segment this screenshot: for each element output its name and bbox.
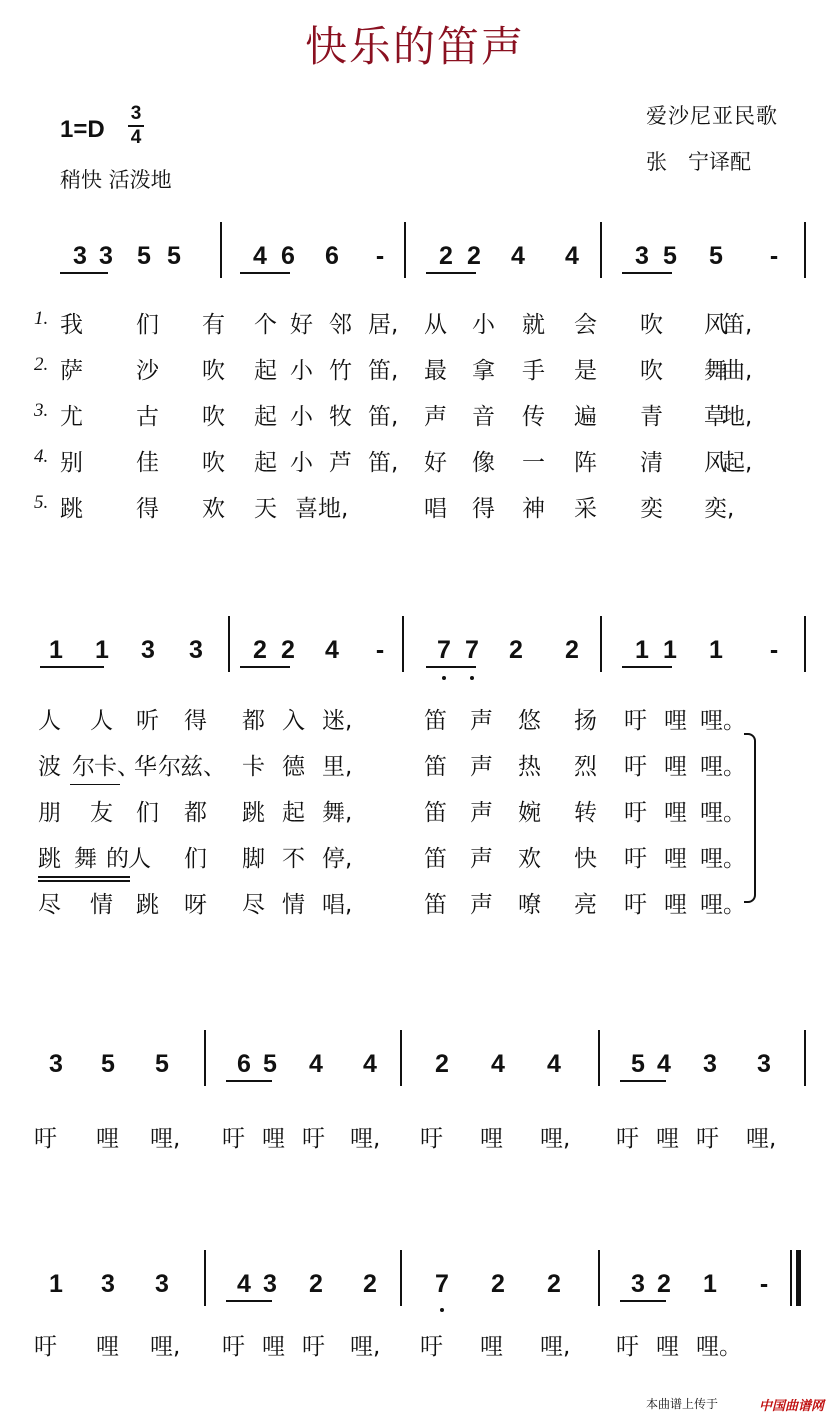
lyric-syllable: 起	[254, 404, 277, 430]
lyric-syllable: 华	[134, 754, 157, 780]
note: 6	[281, 242, 295, 270]
lyric-syllable: 小	[290, 358, 313, 384]
lyric-syllable: 吁	[616, 1126, 639, 1152]
note: -	[769, 636, 779, 664]
lyric-syllable: 跳	[60, 496, 83, 522]
lyric-syllable: 草	[704, 404, 727, 430]
lyric-underline	[38, 876, 130, 878]
lyric-syllable: 波	[38, 754, 61, 780]
lyric-syllable: 吁	[624, 708, 647, 734]
note: 1	[49, 636, 63, 664]
note: 5	[709, 242, 723, 270]
beam-underline	[620, 1080, 666, 1082]
lyric-syllable: 吁	[616, 1334, 639, 1360]
beam-underline	[622, 272, 672, 274]
lyric-syllable: 青	[640, 404, 663, 430]
lyric-syllable: 萨	[60, 358, 83, 384]
lyric-syllable: 舞	[74, 846, 97, 872]
lyric-syllable: 神	[522, 496, 545, 522]
lyric-syllable: 阵	[574, 450, 597, 476]
lyric-syllable: 婉	[518, 800, 541, 826]
lyric-syllable: 吁	[696, 1126, 719, 1152]
lyric-syllable: 都	[242, 708, 265, 734]
lyric-syllable: 采	[574, 496, 597, 522]
barline	[402, 616, 404, 672]
lyric-syllable: 哩	[96, 1126, 119, 1152]
lyric-syllable: 哩。	[696, 1334, 742, 1360]
lyric-syllable: 居,	[368, 312, 399, 338]
note: 2	[657, 1270, 671, 1298]
lyric-syllable: 从	[424, 312, 447, 338]
beam-underline	[426, 272, 476, 274]
note: 4	[363, 1050, 377, 1078]
note: -	[769, 242, 779, 270]
lyric-syllable: 吁	[420, 1126, 443, 1152]
lyric-syllable: 欢	[518, 846, 541, 872]
lyric-syllable: 哩	[664, 892, 687, 918]
lyric-syllable: 哩。	[700, 846, 746, 872]
lyric-syllable: 吹	[202, 358, 225, 384]
note: 2	[253, 636, 267, 664]
lyric-syllable: 邻	[329, 312, 352, 338]
lyric-syllable: 小	[472, 312, 495, 338]
lyric-syllable: 呀	[184, 892, 207, 918]
lyric-syllable: 烈	[574, 754, 597, 780]
verse-number: 1.	[34, 308, 49, 329]
lyric-syllable: 传	[522, 404, 545, 430]
note: 3	[263, 1270, 277, 1298]
barline	[600, 616, 602, 672]
note: 2	[547, 1270, 561, 1298]
lyric-syllable: 声	[470, 892, 493, 918]
barline	[404, 222, 406, 278]
lyric-syllable: 悠	[518, 708, 541, 734]
lyric-syllable: 吁	[34, 1334, 57, 1360]
note: 3	[635, 242, 649, 270]
lyric-syllable: 哩。	[700, 708, 746, 734]
lyric-syllable: 都	[184, 800, 207, 826]
lyric-syllable: 风	[704, 450, 727, 476]
lyric-syllable: 笛	[424, 754, 447, 780]
note: 5	[663, 242, 677, 270]
note: 7	[435, 1270, 449, 1298]
lyric-syllable: 笛,	[368, 358, 399, 384]
lyric-syllable: 哩	[664, 708, 687, 734]
barline	[598, 1250, 600, 1306]
lyric-syllable: 舞	[704, 358, 727, 384]
barline	[804, 222, 806, 278]
note: 4	[237, 1270, 251, 1298]
lyric-syllable: 一	[522, 450, 545, 476]
lyric-syllable: 吁	[624, 846, 647, 872]
note: 4	[547, 1050, 561, 1078]
lyric-syllable: 拿	[472, 358, 495, 384]
lyric-syllable: 尔	[72, 754, 95, 780]
lyric-syllable: 地,	[318, 496, 349, 522]
lyric-syllable: 哩,	[746, 1126, 777, 1152]
lyric-syllable: 哩	[262, 1334, 285, 1360]
lyric-syllable: 笛	[424, 800, 447, 826]
barline	[804, 1030, 806, 1086]
lyric-syllable: 地,	[722, 404, 753, 430]
lyric-syllable: 吁	[34, 1126, 57, 1152]
note: 2	[363, 1270, 377, 1298]
note: 2	[565, 636, 579, 664]
lyric-syllable: 天	[254, 496, 277, 522]
lyric-syllable: 最	[424, 358, 447, 384]
note: 4	[253, 242, 267, 270]
note: 3	[101, 1270, 115, 1298]
lyric-syllable: 哩	[664, 754, 687, 780]
note: 1	[95, 636, 109, 664]
lyric-syllable: 别	[60, 450, 83, 476]
lyric-syllable: 手	[522, 358, 545, 384]
lyric-syllable: 起,	[722, 450, 753, 476]
lyric-syllable: 哩,	[150, 1334, 181, 1360]
barline	[598, 1030, 600, 1086]
lyric-syllable: 起	[254, 450, 277, 476]
lyric-syllable: 哩。	[700, 754, 746, 780]
lyric-syllable: 有	[202, 312, 225, 338]
lyric-syllable: 会	[574, 312, 597, 338]
lyric-syllable: 尤	[60, 404, 83, 430]
lyric-syllable: 里,	[322, 754, 353, 780]
lyric-syllable: 入	[282, 708, 305, 734]
lyric-syllable: 音	[472, 404, 495, 430]
lyric-syllable: 沙	[136, 358, 159, 384]
lyric-syllable: 哩,	[540, 1334, 571, 1360]
arranger-credit: 张 宁译配	[646, 150, 751, 174]
lyric-syllable: 情	[282, 892, 305, 918]
lyric-syllable: 个	[254, 312, 277, 338]
lyric-syllable: 古	[136, 404, 159, 430]
lyric-syllable: 得	[136, 496, 159, 522]
lyric-syllable: 吁	[624, 754, 647, 780]
lyric-syllable: 笛,	[368, 404, 399, 430]
note: 2	[439, 242, 453, 270]
lyric-syllable: 好	[424, 450, 447, 476]
lyric-syllable: 吹	[640, 358, 663, 384]
lyric-syllable: 跳	[242, 800, 265, 826]
lyric-syllable: 哩	[656, 1126, 679, 1152]
lyric-syllable: 哩。	[700, 892, 746, 918]
lyric-syllable: 吁	[624, 800, 647, 826]
beam-underline	[426, 666, 476, 668]
note: -	[759, 1270, 769, 1298]
lyric-syllable: 人	[38, 708, 61, 734]
lyric-syllable: 芦	[329, 450, 352, 476]
lyric-syllable: 尽	[242, 892, 265, 918]
note: 4	[309, 1050, 323, 1078]
octave-dot	[442, 676, 446, 680]
lyric-syllable: 吁	[624, 892, 647, 918]
footer-text: 本曲谱上传于	[645, 1397, 718, 1411]
lyric-syllable: 情	[90, 892, 113, 918]
beam-underline	[622, 666, 672, 668]
octave-dot	[440, 1308, 444, 1312]
note: 5	[137, 242, 151, 270]
barline	[204, 1250, 206, 1306]
time-signature-bottom: 4	[130, 127, 142, 148]
note: 2	[467, 242, 481, 270]
lyric-syllable: 们	[136, 800, 159, 826]
note: 2	[281, 636, 295, 664]
lyric-syllable: 吁	[302, 1126, 325, 1152]
lyric-syllable: 唱,	[322, 892, 353, 918]
note: 3	[49, 1050, 63, 1078]
lyric-syllable: 哩,	[540, 1126, 571, 1152]
lyric-syllable: 哩	[480, 1126, 503, 1152]
lyric-syllable: 小	[290, 404, 313, 430]
note: 3	[703, 1050, 717, 1078]
lyric-syllable: 人	[128, 846, 151, 872]
lyric-syllable: 吹	[202, 404, 225, 430]
lyric-syllable: 哩,	[350, 1126, 381, 1152]
verse-number: 5.	[34, 492, 49, 513]
lyric-syllable: 哩,	[150, 1126, 181, 1152]
note: 5	[155, 1050, 169, 1078]
lyric-syllable: 哩	[262, 1126, 285, 1152]
lyric-syllable: 像	[472, 450, 495, 476]
note: 6	[325, 242, 339, 270]
lyric-syllable: 卡、	[94, 754, 140, 780]
lyric-syllable: 清	[640, 450, 663, 476]
note: 1	[663, 636, 677, 664]
barline	[400, 1030, 402, 1086]
final-barline-thin	[790, 1250, 792, 1306]
key-signature: 1=D	[60, 116, 105, 143]
lyric-syllable: 停,	[322, 846, 353, 872]
note: 2	[491, 1270, 505, 1298]
note: 5	[631, 1050, 645, 1078]
lyric-syllable: 是	[574, 358, 597, 384]
lyric-syllable: 奕,	[704, 496, 735, 522]
lyric-syllable: 扬	[574, 708, 597, 734]
verse-number: 4.	[34, 446, 49, 467]
lyric-syllable: 不	[282, 846, 305, 872]
lyric-syllable: 声	[470, 800, 493, 826]
note: -	[375, 242, 385, 270]
lyric-syllable: 热	[518, 754, 541, 780]
barline	[804, 616, 806, 672]
note: 2	[509, 636, 523, 664]
barline	[220, 222, 222, 278]
note: 3	[73, 242, 87, 270]
time-signature	[128, 104, 144, 148]
site-logo: 中国曲谱网	[758, 1399, 824, 1414]
lyric-syllable: 嘹	[518, 892, 541, 918]
repeat-bracket	[744, 733, 756, 903]
lyric-syllable: 转	[574, 800, 597, 826]
lyric-syllable: 声	[470, 754, 493, 780]
lyric-syllable: 欢	[202, 496, 225, 522]
lyric-syllable: 们	[184, 846, 207, 872]
note: 4	[325, 636, 339, 664]
lyric-syllable: 起	[254, 358, 277, 384]
lyric-syllable: 吹	[202, 450, 225, 476]
lyric-syllable: 吁	[420, 1334, 443, 1360]
lyric-syllable: 声	[470, 846, 493, 872]
lyric-syllable: 哩	[96, 1334, 119, 1360]
lyric-syllable: 脚	[242, 846, 265, 872]
note: 3	[99, 242, 113, 270]
time-signature-top: 3	[130, 103, 142, 124]
song-title: 快乐的笛声	[304, 22, 525, 71]
lyric-underline	[70, 784, 120, 785]
lyric-syllable: 的	[106, 846, 129, 872]
lyric-syllable: 遍	[574, 404, 597, 430]
note: 3	[757, 1050, 771, 1078]
lyric-syllable: 卡	[242, 754, 265, 780]
lyric-syllable: 哩	[480, 1334, 503, 1360]
lyric-syllable: 曲,	[722, 358, 753, 384]
note: 7	[465, 636, 479, 664]
note: -	[375, 636, 385, 664]
verse-number: 3.	[34, 400, 49, 421]
lyric-syllable: 哩。	[700, 800, 746, 826]
lyric-syllable: 笛	[424, 708, 447, 734]
beam-underline	[60, 272, 108, 274]
lyric-syllable: 小	[290, 450, 313, 476]
note: 1	[703, 1270, 717, 1298]
lyric-syllable: 快	[574, 846, 597, 872]
lyric-syllable: 就	[522, 312, 545, 338]
note: 7	[437, 636, 451, 664]
note: 3	[141, 636, 155, 664]
note: 5	[101, 1050, 115, 1078]
note: 3	[189, 636, 203, 664]
note: 3	[155, 1270, 169, 1298]
note: 6	[237, 1050, 251, 1078]
lyric-syllable: 唱	[424, 496, 447, 522]
composer-credit: 爱沙尼亚民歌	[646, 104, 778, 128]
note: 4	[511, 242, 525, 270]
final-barline-thick	[796, 1250, 801, 1306]
lyric-syllable: 奕	[640, 496, 663, 522]
lyric-syllable: 笛	[424, 846, 447, 872]
lyric-syllable: 哩	[664, 846, 687, 872]
lyric-syllable: 们	[136, 312, 159, 338]
beam-underline	[40, 666, 104, 668]
lyric-syllable: 哩	[656, 1334, 679, 1360]
lyric-syllable: 喜	[295, 496, 318, 522]
lyric-syllable: 我	[60, 312, 83, 338]
lyric-syllable: 笛,	[368, 450, 399, 476]
lyric-syllable: 人	[90, 708, 113, 734]
lyric-syllable: 笛,	[722, 312, 753, 338]
beam-underline	[226, 1080, 272, 1082]
lyric-syllable: 跳	[38, 846, 61, 872]
lyric-syllable: 亮	[574, 892, 597, 918]
lyric-underline	[38, 880, 130, 882]
lyric-syllable: 哩,	[350, 1334, 381, 1360]
lyric-syllable: 朋	[38, 800, 61, 826]
lyric-syllable: 声	[470, 708, 493, 734]
note: 2	[309, 1270, 323, 1298]
lyric-syllable: 听	[136, 708, 159, 734]
lyric-syllable: 佳	[136, 450, 159, 476]
note: 1	[709, 636, 723, 664]
lyric-syllable: 德	[282, 754, 305, 780]
note: 1	[49, 1270, 63, 1298]
lyric-syllable: 牧	[329, 404, 352, 430]
note: 4	[491, 1050, 505, 1078]
lyric-syllable: 风	[704, 312, 727, 338]
lyric-syllable: 竹	[329, 358, 352, 384]
beam-underline	[620, 1300, 666, 1302]
lyric-syllable: 舞,	[322, 800, 353, 826]
lyric-syllable: 得	[184, 708, 207, 734]
lyric-syllable: 尽	[38, 892, 61, 918]
lyric-syllable: 得	[472, 496, 495, 522]
barline	[228, 616, 230, 672]
lyric-syllable: 声	[424, 404, 447, 430]
note: 4	[657, 1050, 671, 1078]
note: 3	[631, 1270, 645, 1298]
barline	[400, 1250, 402, 1306]
lyric-syllable: 尔	[158, 754, 181, 780]
lyric-syllable: 吁	[222, 1334, 245, 1360]
lyric-syllable: 迷,	[322, 708, 353, 734]
lyric-syllable: 吁	[302, 1334, 325, 1360]
note: 4	[565, 242, 579, 270]
verse-number: 2.	[34, 354, 49, 375]
barline	[204, 1030, 206, 1086]
lyric-syllable: 起	[282, 800, 305, 826]
lyric-syllable: 哩	[664, 800, 687, 826]
beam-underline	[240, 666, 290, 668]
beam-underline	[226, 1300, 272, 1302]
lyric-syllable: 笛	[424, 892, 447, 918]
tempo-marking: 稍快 活泼地	[60, 168, 172, 192]
barline	[600, 222, 602, 278]
note: 5	[167, 242, 181, 270]
lyric-syllable: 兹、	[180, 754, 226, 780]
note: 2	[435, 1050, 449, 1078]
beam-underline	[240, 272, 290, 274]
lyric-syllable: 吁	[222, 1126, 245, 1152]
octave-dot	[470, 676, 474, 680]
note: 1	[635, 636, 649, 664]
lyric-syllable: 跳	[136, 892, 159, 918]
lyric-syllable: 友	[90, 800, 113, 826]
note: 5	[263, 1050, 277, 1078]
lyric-syllable: 好	[290, 312, 313, 338]
lyric-syllable: 吹	[640, 312, 663, 338]
